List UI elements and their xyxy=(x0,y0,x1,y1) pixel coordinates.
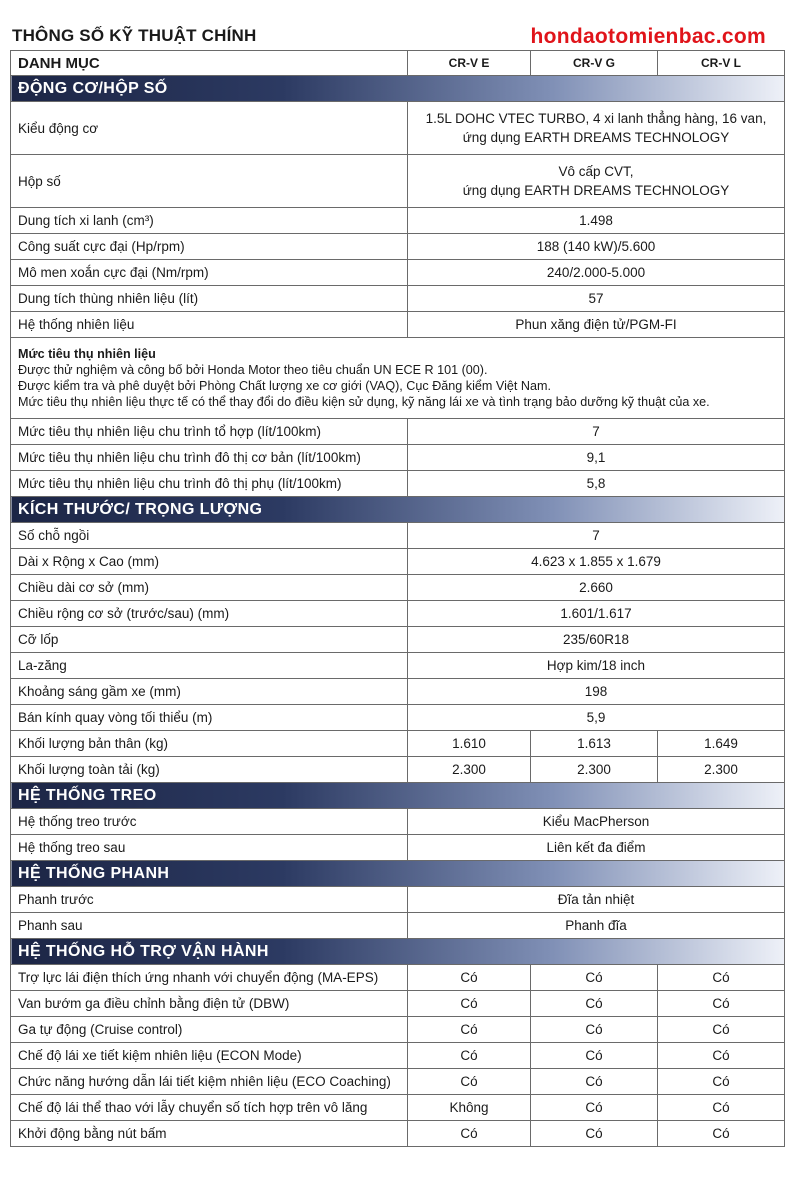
row-label: Bán kính quay vòng tối thiểu (m) xyxy=(11,705,408,731)
value-cr-v-g: Có xyxy=(531,1017,658,1043)
row-value: 9,1 xyxy=(408,445,785,471)
row-label: Dài x Rộng x Cao (mm) xyxy=(11,549,408,575)
row-label: Dung tích thùng nhiên liệu (lít) xyxy=(11,286,408,312)
row-value: Liên kết đa điểm xyxy=(408,835,785,861)
row-label: Chiều rộng cơ sở (trước/sau) (mm) xyxy=(11,601,408,627)
row-value: Phun xăng điện tử/PGM-FI xyxy=(408,312,785,338)
table-row xyxy=(11,102,785,155)
table-row xyxy=(11,234,785,260)
table-row xyxy=(11,757,785,783)
table-row xyxy=(11,445,785,471)
row-value: 1.498 xyxy=(408,208,785,234)
row-value: 5,8 xyxy=(408,471,785,497)
table-row xyxy=(11,1121,785,1147)
table-row xyxy=(11,887,785,913)
row-label: Khối lượng toàn tải (kg) xyxy=(11,757,408,783)
table-row xyxy=(11,731,785,757)
table-row xyxy=(11,208,785,234)
value-cr-v-e: Không xyxy=(408,1095,531,1121)
value-cr-v-l: Có xyxy=(658,991,785,1017)
value-cr-v-l: Có xyxy=(658,1121,785,1147)
category-header: DANH MỤC xyxy=(11,51,408,76)
value-cr-v-e: Có xyxy=(408,1069,531,1095)
value-cr-v-g: Có xyxy=(531,991,658,1017)
value-cr-v-g: 1.613 xyxy=(531,731,658,757)
row-label: Hệ thống nhiên liệu xyxy=(11,312,408,338)
row-label: Chiều dài cơ sở (mm) xyxy=(11,575,408,601)
table-row xyxy=(11,835,785,861)
table-row xyxy=(11,575,785,601)
row-value: Đĩa tản nhiệt xyxy=(408,887,785,913)
table-row xyxy=(11,653,785,679)
value-cr-v-e: 1.610 xyxy=(408,731,531,757)
table-row xyxy=(11,809,785,835)
value-line: ứng dụng EARTH DREAMS TECHNOLOGY xyxy=(462,130,730,145)
fuel-note-row xyxy=(11,338,785,419)
row-label: Mô men xoắn cực đại (Nm/rpm) xyxy=(11,260,408,286)
table-row xyxy=(11,523,785,549)
section-header-assist xyxy=(11,939,785,965)
row-label: Ga tự động (Cruise control) xyxy=(11,1017,408,1043)
row-label: Khởi động bằng nút bấm xyxy=(11,1121,408,1147)
value-cr-v-l: Có xyxy=(658,1017,785,1043)
fuel-note-line: Được thử nghiệm và công bố bởi Honda Motor theo tiêu chuẩn UN ECE R 101 (00). xyxy=(18,363,488,377)
table-row xyxy=(11,1069,785,1095)
row-label: Chế độ lái thể thao với lẫy chuyển số tích hợp trên vô lăng xyxy=(11,1095,408,1121)
row-label: Mức tiêu thụ nhiên liệu chu trình tổ hợp (lít/100km) xyxy=(11,419,408,445)
row-label: Khối lượng bản thân (kg) xyxy=(11,731,408,757)
value-cr-v-l: Có xyxy=(658,1069,785,1095)
value-cr-v-g: Có xyxy=(531,1043,658,1069)
table-row xyxy=(11,913,785,939)
fuel-note xyxy=(11,338,785,419)
row-label: Chức năng hướng dẫn lái tiết kiệm nhiên liệu (ECO Coaching) xyxy=(11,1069,408,1095)
value-cr-v-e: Có xyxy=(408,965,531,991)
row-label: Van bướm ga điều chỉnh bằng điện tử (DBW) xyxy=(11,991,408,1017)
row-value: Phanh đĩa xyxy=(408,913,785,939)
table-row xyxy=(11,471,785,497)
row-label: Công suất cực đại (Hp/rpm) xyxy=(11,234,408,260)
page-title: THÔNG SỐ KỸ THUẬT CHÍNH xyxy=(12,26,257,45)
value-line: Vô cấp CVT, xyxy=(558,164,634,179)
row-label: Phanh sau xyxy=(11,913,408,939)
section-title: KÍCH THƯỚC/ TRỌNG LƯỢNG xyxy=(11,497,785,523)
table-row xyxy=(11,1095,785,1121)
section-header-engine xyxy=(11,76,785,102)
row-label: Mức tiêu thụ nhiên liệu chu trình đô thị phụ (lít/100km) xyxy=(11,471,408,497)
row-value: 240/2.000-5.000 xyxy=(408,260,785,286)
row-value: 5,9 xyxy=(408,705,785,731)
section-title: HỆ THỐNG TREO xyxy=(11,783,785,809)
model-header-g: CR-V G xyxy=(531,51,658,76)
row-value: 235/60R18 xyxy=(408,627,785,653)
row-value: 4.623 x 1.855 x 1.679 xyxy=(408,549,785,575)
value-cr-v-l: 2.300 xyxy=(658,757,785,783)
value-cr-v-l: Có xyxy=(658,1043,785,1069)
fuel-note-line: Được kiểm tra và phê duyệt bởi Phòng Chất lượng xe cơ giới (VAQ), Cục Đăng kiểm Việt Nam. xyxy=(18,379,551,393)
value-cr-v-g: Có xyxy=(531,1069,658,1095)
row-value: 57 xyxy=(408,286,785,312)
site-name: hondaotomienbac.com xyxy=(530,25,766,48)
row-value: 7 xyxy=(408,523,785,549)
table-row xyxy=(11,1043,785,1069)
section-title: HỆ THỐNG HỖ TRỢ VẬN HÀNH xyxy=(11,939,785,965)
model-header-e: CR-V E xyxy=(408,51,531,76)
spec-table xyxy=(10,50,785,1147)
model-header-l: CR-V L xyxy=(658,51,785,76)
value-cr-v-g: Có xyxy=(531,965,658,991)
row-value: 1.601/1.617 xyxy=(408,601,785,627)
table-row xyxy=(11,260,785,286)
row-label: Hộp số xyxy=(11,155,408,208)
table-row xyxy=(11,965,785,991)
value-cr-v-e: Có xyxy=(408,1043,531,1069)
section-title: HỆ THỐNG PHANH xyxy=(11,861,785,887)
value-cr-v-e: Có xyxy=(408,1121,531,1147)
row-label: Khoảng sáng gầm xe (mm) xyxy=(11,679,408,705)
row-label: Phanh trước xyxy=(11,887,408,913)
table-header-row xyxy=(11,51,785,76)
value-line: 1.5L DOHC VTEC TURBO, 4 xi lanh thẳng hàng, 16 van, xyxy=(425,111,767,126)
value-cr-v-l: 1.649 xyxy=(658,731,785,757)
value-cr-v-l: Có xyxy=(658,1095,785,1121)
table-row xyxy=(11,627,785,653)
row-label: Hệ thống treo sau xyxy=(11,835,408,861)
row-value xyxy=(408,102,785,155)
row-label: Mức tiêu thụ nhiên liệu chu trình đô thị cơ bản (lít/100km) xyxy=(11,445,408,471)
table-row xyxy=(11,991,785,1017)
value-cr-v-e: 2.300 xyxy=(408,757,531,783)
row-value: 188 (140 kW)/5.600 xyxy=(408,234,785,260)
fuel-note-title: Mức tiêu thụ nhiên liệu xyxy=(18,347,156,361)
section-title: ĐỘNG CƠ/HỘP SỐ xyxy=(11,76,785,102)
row-label: Kiểu động cơ xyxy=(11,102,408,155)
table-row xyxy=(11,312,785,338)
value-cr-v-g: Có xyxy=(531,1121,658,1147)
row-label: Hệ thống treo trước xyxy=(11,809,408,835)
row-label: Dung tích xi lanh (cm³) xyxy=(11,208,408,234)
table-row xyxy=(11,1017,785,1043)
table-row xyxy=(11,286,785,312)
table-row xyxy=(11,601,785,627)
section-header-suspension xyxy=(11,783,785,809)
fuel-note-line: Mức tiêu thụ nhiên liệu thực tế có thể thay đổi do điều kiện sử dụng, kỹ năng lái xe và tình trạng bảo dưỡng kỹ thuật của xe. xyxy=(18,395,710,409)
row-label: Chế độ lái xe tiết kiệm nhiên liệu (ECON Mode) xyxy=(11,1043,408,1069)
row-label: Trợ lực lái điện thích ứng nhanh với chuyển động (MA-EPS) xyxy=(11,965,408,991)
row-label: Cỡ lốp xyxy=(11,627,408,653)
row-value: Hợp kim/18 inch xyxy=(408,653,785,679)
value-cr-v-e: Có xyxy=(408,991,531,1017)
value-cr-v-l: Có xyxy=(658,965,785,991)
table-row xyxy=(11,705,785,731)
table-row xyxy=(11,155,785,208)
value-cr-v-e: Có xyxy=(408,1017,531,1043)
row-label: Số chỗ ngồi xyxy=(11,523,408,549)
table-row xyxy=(11,679,785,705)
table-row xyxy=(11,549,785,575)
row-value xyxy=(408,155,785,208)
row-value: 198 xyxy=(408,679,785,705)
row-value: Kiểu MacPherson xyxy=(408,809,785,835)
section-header-brakes xyxy=(11,861,785,887)
value-cr-v-g: Có xyxy=(531,1095,658,1121)
row-label: La-zăng xyxy=(11,653,408,679)
row-value: 7 xyxy=(408,419,785,445)
value-line: ứng dụng EARTH DREAMS TECHNOLOGY xyxy=(462,183,730,198)
value-cr-v-g: 2.300 xyxy=(531,757,658,783)
row-value: 2.660 xyxy=(408,575,785,601)
section-header-dimensions xyxy=(11,497,785,523)
table-row xyxy=(11,419,785,445)
